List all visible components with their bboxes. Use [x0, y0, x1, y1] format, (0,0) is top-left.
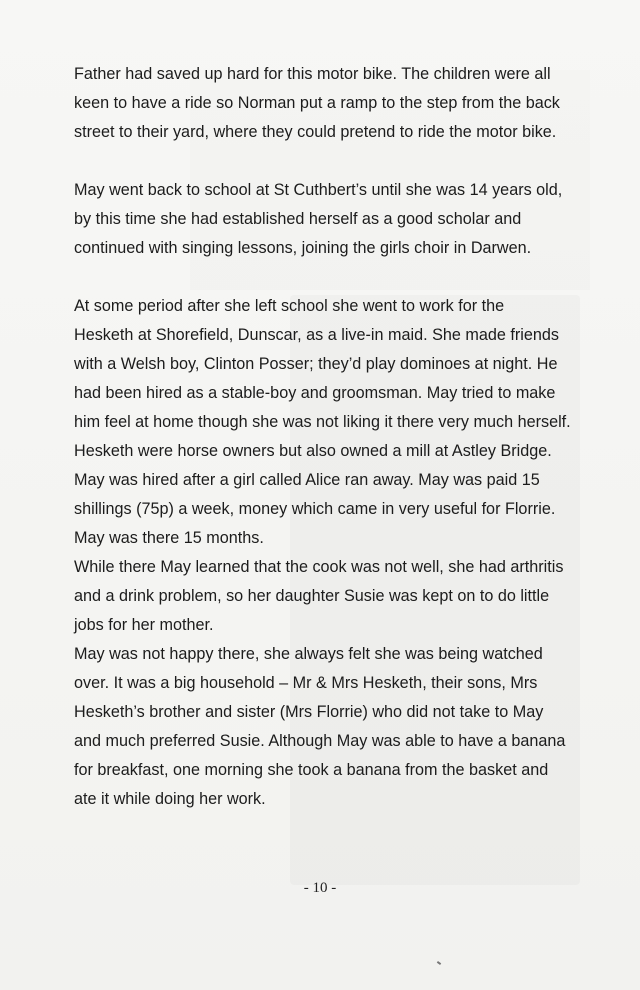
text-line: Father had saved up hard for this motor bike. The children were all: [74, 65, 551, 83]
paragraph-5: [74, 640, 614, 814]
text-line: for breakfast, one morning she took a banana from the basket and: [74, 761, 549, 779]
body-text: [74, 60, 614, 814]
paragraph-2: [74, 176, 614, 263]
paper-speck: [437, 961, 441, 965]
page-number: - 10 -: [303, 880, 337, 896]
text-line: keen to have a ride so Norman put a ramp to the step from the back: [74, 94, 560, 112]
text-line: May went back to school at St Cuthbert’s until she was 14 years old,: [74, 181, 563, 199]
text-line: May was not happy there, she always felt she was being watched: [74, 645, 543, 663]
text-line: jobs for her mother.: [74, 616, 214, 634]
text-line: him feel at home though she was not liking it there very much herself.: [74, 413, 571, 431]
text-line: had been hired as a stable-boy and groomsman. May tried to make: [74, 384, 556, 402]
text-line: and a drink problem, so her daughter Susie was kept on to do little: [74, 587, 550, 605]
text-line: shillings (75p) a week, money which came in very useful for Florrie.: [74, 500, 556, 518]
paragraph-1: [74, 60, 614, 147]
paragraph-4: [74, 553, 614, 640]
text-line: and much preferred Susie. Although May was able to have a banana: [74, 732, 566, 750]
paragraph-3: [74, 292, 614, 553]
text-line: May was hired after a girl called Alice ran away. May was paid 15: [74, 471, 540, 489]
text-line: ate it while doing her work.: [74, 790, 266, 808]
text-line: by this time she had established herself as a good scholar and: [74, 210, 522, 228]
text-line: street to their yard, where they could pretend to ride the motor bike.: [74, 123, 557, 141]
text-line: May was there 15 months.: [74, 529, 264, 547]
text-line: continued with singing lessons, joining the girls choir in Darwen.: [74, 239, 532, 257]
text-line: At some period after she left school she went to work for the: [74, 297, 505, 315]
text-line: with a Welsh boy, Clinton Posser; they’d play dominoes at night. He: [74, 355, 558, 373]
text-line: Hesketh at Shorefield, Dunscar, as a live-in maid. She made friends: [74, 326, 559, 344]
text-line: Hesketh’s brother and sister (Mrs Florrie) who did not take to May: [74, 703, 544, 721]
text-line: While there May learned that the cook was not well, she had arthritis: [74, 558, 564, 576]
text-line: Hesketh were horse owners but also owned a mill at Astley Bridge.: [74, 442, 552, 460]
text-line: over. It was a big household – Mr & Mrs Hesketh, their sons, Mrs: [74, 674, 538, 692]
